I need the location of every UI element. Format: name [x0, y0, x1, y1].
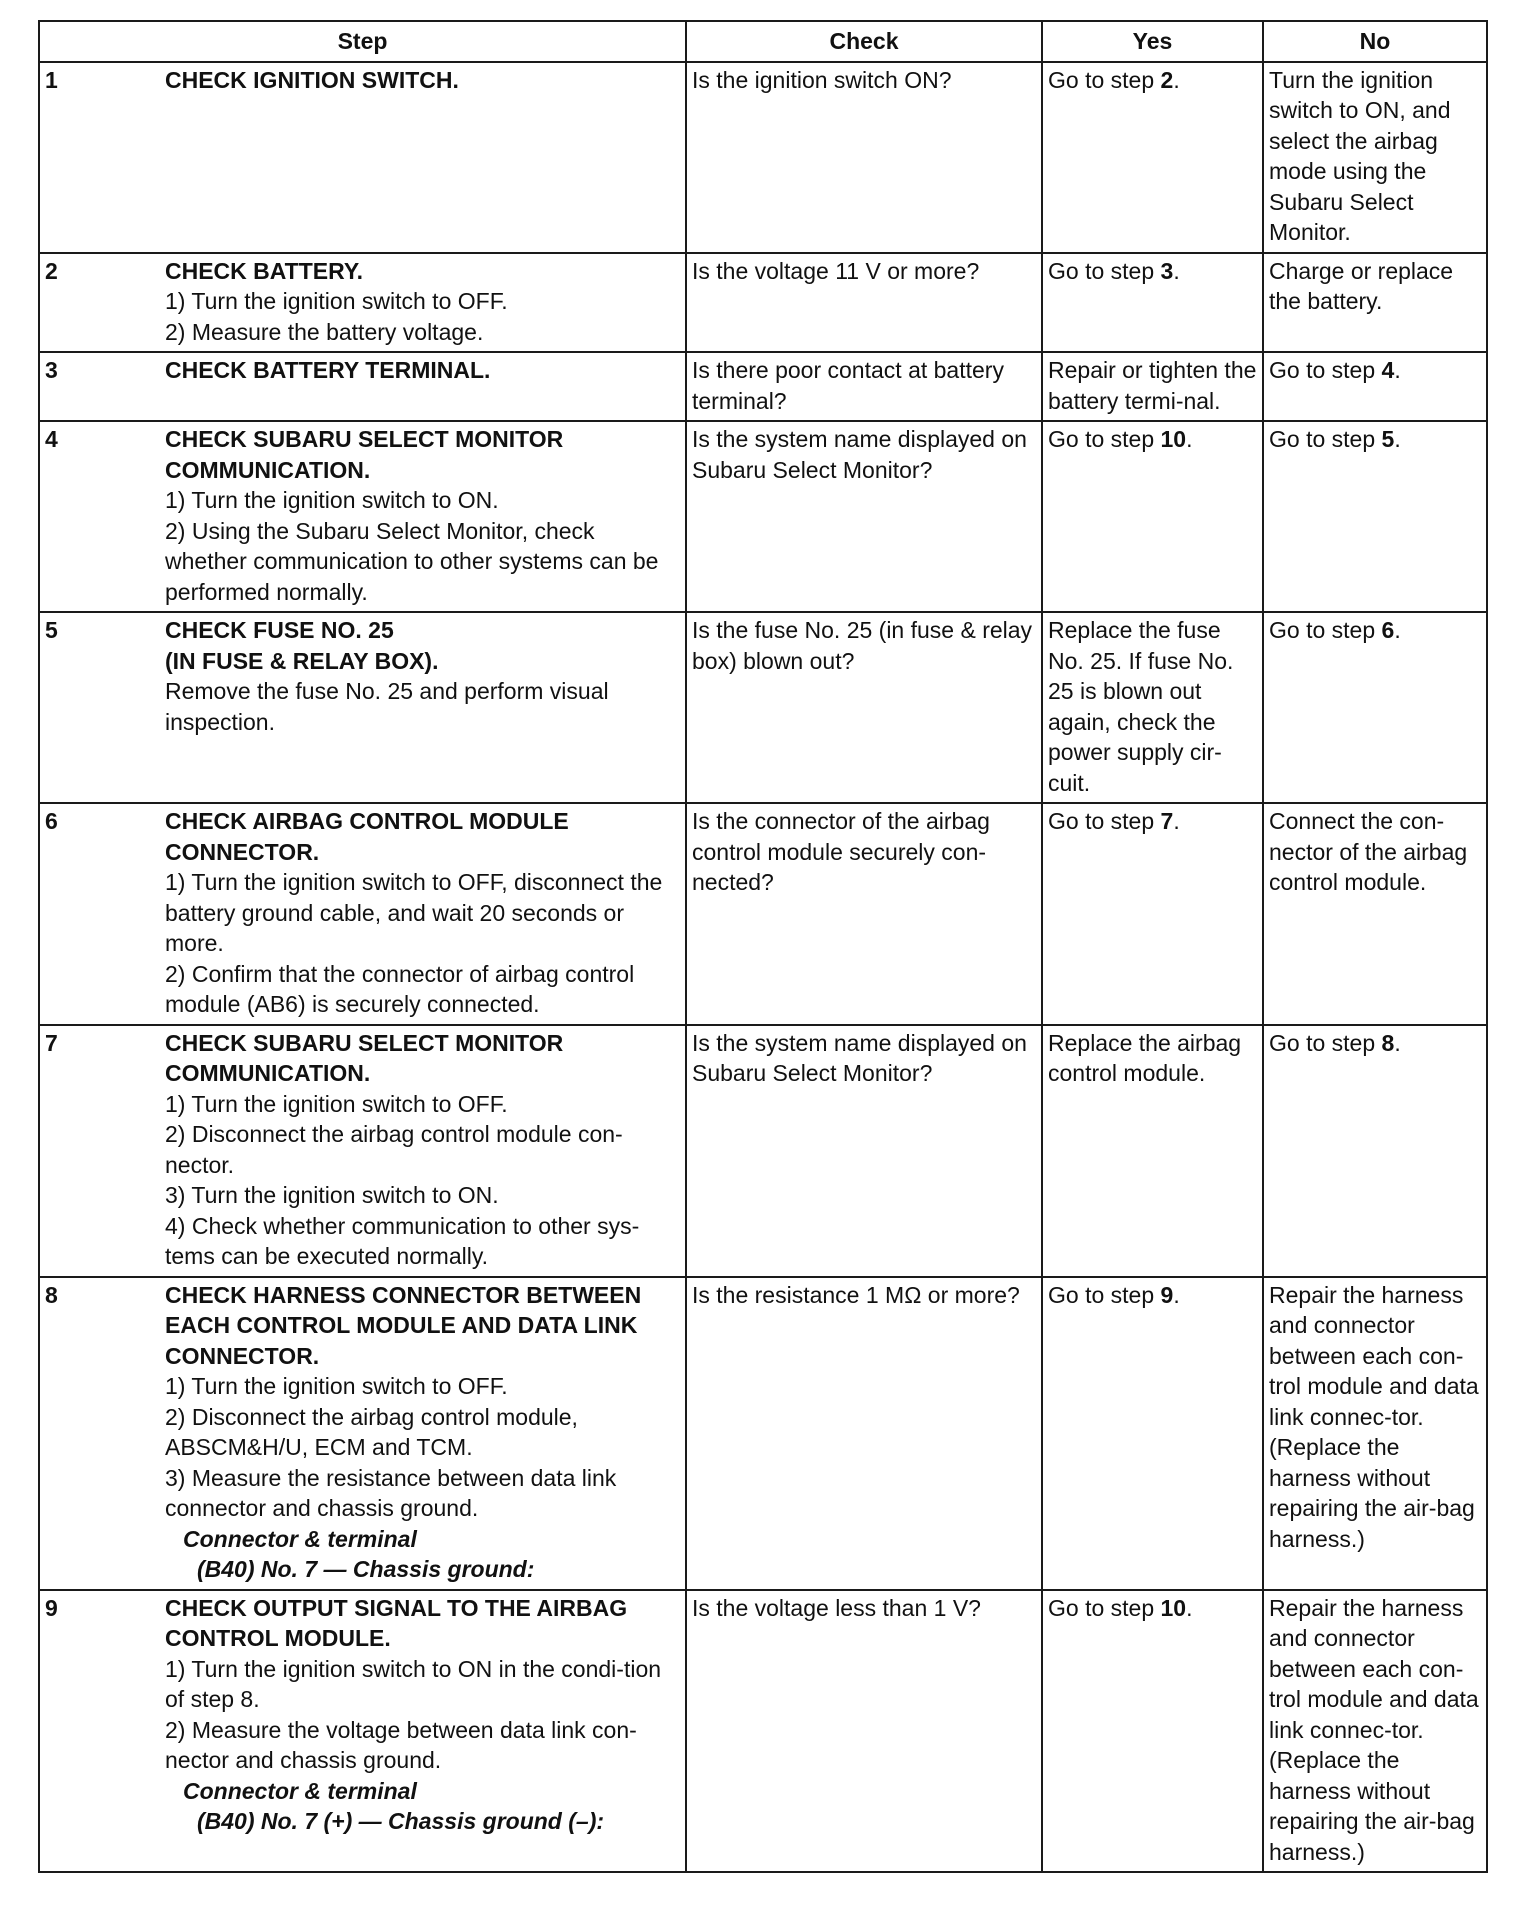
check-cell: Is the system name displayed on Subaru Select Monitor?	[686, 1025, 1042, 1277]
instruction-line: Remove the fuse No. 25 and perform visual inspection.	[165, 678, 609, 735]
table-row	[39, 1590, 1487, 1873]
table-row	[39, 803, 1487, 1025]
step-title	[165, 1028, 680, 1089]
check-cell: Is the system name displayed on Subaru Select Monitor?	[686, 421, 1042, 612]
instruction-line: 1) Turn the ignition switch to OFF.	[165, 288, 508, 314]
no-text: Repair the harness and connector between each con-trol module and data link connec-tor. (Replace the harness without repairing the air-bag harness.)	[1269, 1281, 1479, 1552]
no-cell	[1263, 253, 1487, 353]
step-number: 6	[45, 808, 58, 834]
no-text: Go to step	[1269, 426, 1382, 452]
instruction-line: 1) Turn the ignition switch to ON in the condi-tion of step 8.	[165, 1655, 662, 1712]
yes-text: Repair or tighten the battery termi-nal.	[1048, 357, 1257, 414]
step-body	[165, 1280, 680, 1585]
no-cell	[1263, 1277, 1487, 1590]
connector-label: Connector & terminal	[183, 1525, 417, 1552]
step-instructions	[165, 485, 680, 607]
step-title-line: CHECK BATTERY.	[165, 257, 364, 284]
step-title-line: CONNECTOR.	[165, 1342, 320, 1369]
step-title	[165, 1593, 680, 1654]
yes-cell	[1042, 612, 1263, 803]
no-cell	[1263, 62, 1487, 253]
connector-info: (B40) No. 7 — Chassis ground:	[197, 1556, 535, 1582]
step-number: 9	[45, 1594, 58, 1621]
yes-cell	[1042, 352, 1263, 421]
yes-cell	[1042, 62, 1263, 253]
step-instructions	[165, 1089, 680, 1272]
check-cell: Is the voltage less than 1 V?	[686, 1590, 1042, 1873]
no-suffix: .	[1394, 1029, 1401, 1056]
no-cell	[1263, 803, 1487, 1025]
yes-suffix: .	[1173, 66, 1180, 93]
check-cell: Is the ignition switch ON?	[686, 62, 1042, 253]
no-text: Charge or replace the battery.	[1269, 257, 1454, 314]
step-wrap	[45, 1593, 680, 1837]
yes-text: Go to step	[1048, 257, 1161, 284]
no-text: Go to step	[1269, 357, 1382, 383]
yes-suffix: .	[1173, 1281, 1180, 1308]
yes-step-number: 10	[1160, 1594, 1187, 1621]
no-cell	[1263, 1025, 1487, 1277]
no-step-number: 4	[1381, 357, 1395, 383]
step-title-line: CHECK BATTERY TERMINAL.	[165, 357, 491, 383]
step-title-line: (IN FUSE & RELAY BOX).	[165, 647, 439, 674]
yes-cell	[1042, 803, 1263, 1025]
step-wrap	[45, 615, 680, 737]
instruction-line: 2) Disconnect the airbag control module, ABSCM&H/U, ECM and TCM.	[165, 1403, 578, 1460]
step-wrap	[45, 1028, 680, 1272]
step-body	[165, 1593, 680, 1837]
step-wrap	[45, 65, 680, 96]
step-title	[165, 424, 680, 485]
step-title	[165, 355, 680, 386]
diagnostic-table	[38, 20, 1488, 1873]
yes-cell	[1042, 253, 1263, 353]
step-title-line: COMMUNICATION.	[165, 456, 371, 483]
no-suffix: .	[1394, 357, 1401, 383]
step-instructions	[165, 867, 680, 1020]
step-cell	[39, 1025, 686, 1277]
no-step-number: 5	[1381, 426, 1395, 452]
step-title-line: COMMUNICATION.	[165, 1060, 371, 1086]
step-title-line: CHECK AIRBAG CONTROL MODULE	[165, 808, 569, 834]
step-title-line: CHECK FUSE NO. 25	[165, 617, 394, 643]
step-wrap	[45, 1280, 680, 1585]
yes-cell	[1042, 1590, 1263, 1873]
yes-step-number: 7	[1160, 808, 1174, 834]
step-title-line: CHECK OUTPUT SIGNAL TO THE AIRBAG	[165, 1594, 628, 1621]
no-step-number: 6	[1381, 617, 1395, 643]
step-instructions	[165, 1371, 680, 1524]
header-row	[39, 21, 1487, 62]
no-text: Go to step	[1269, 617, 1382, 643]
step-cell	[39, 1590, 686, 1873]
no-text: Repair the harness and connector between each con-trol module and data link connec-tor. (Replace the harness without repairing the air-bag harness.)	[1269, 1594, 1479, 1865]
instruction-line: 2) Confirm that the connector of airbag control module (AB6) is securely connected.	[165, 960, 635, 1017]
step-body	[165, 256, 680, 348]
step-body	[165, 615, 680, 737]
yes-suffix: .	[1173, 257, 1180, 284]
step-title	[165, 65, 680, 96]
instruction-line: 1) Turn the ignition switch to ON.	[165, 487, 499, 513]
yes-suffix: .	[1186, 1594, 1193, 1621]
step-title-line: CHECK HARNESS CONNECTOR BETWEEN	[165, 1281, 642, 1308]
step-cell	[39, 352, 686, 421]
step-title-line: CHECK SUBARU SELECT MONITOR	[165, 1029, 564, 1056]
check-cell: Is the fuse No. 25 (in fuse & relay box) blown out?	[686, 612, 1042, 803]
check-cell: Is there poor contact at battery terminal?	[686, 352, 1042, 421]
step-instructions	[165, 1654, 680, 1776]
step-body	[165, 65, 680, 96]
step-body	[165, 806, 680, 1020]
yes-text: Replace the airbag control module.	[1048, 1029, 1242, 1086]
yes-text: Go to step	[1048, 1281, 1161, 1308]
yes-step-number: 10	[1160, 426, 1187, 452]
table-row	[39, 62, 1487, 253]
instruction-line: 1) Turn the ignition switch to OFF.	[165, 1373, 508, 1399]
instruction-line: 2) Measure the voltage between data link con-nector and chassis ground.	[165, 1716, 637, 1773]
check-cell: Is the voltage 11 V or more?	[686, 253, 1042, 353]
table-row	[39, 1025, 1487, 1277]
no-step-number: 8	[1381, 1029, 1395, 1056]
yes-text: Replace the fuse No. 25. If fuse No. 25 is blown out again, check the power supply cir-cuit.	[1048, 617, 1234, 796]
no-text: Connect the con-nector of the airbag control module.	[1269, 808, 1468, 895]
instruction-line: 2) Measure the battery voltage.	[165, 318, 484, 345]
step-cell	[39, 803, 686, 1025]
step-cell	[39, 612, 686, 803]
connector-info: (B40) No. 7 (+) — Chassis ground (–):	[197, 1808, 605, 1834]
instruction-line: 1) Turn the ignition switch to OFF, disconnect the battery ground cable, and wait 20 seconds or more.	[165, 869, 663, 956]
step-instructions	[165, 676, 680, 737]
step-title-line: EACH CONTROL MODULE AND DATA LINK	[165, 1312, 638, 1338]
yes-step-number: 3	[1160, 257, 1174, 284]
yes-suffix: .	[1173, 808, 1180, 834]
yes-cell	[1042, 1025, 1263, 1277]
yes-cell	[1042, 421, 1263, 612]
instruction-line: 3) Measure the resistance between data link connector and chassis ground.	[165, 1464, 617, 1521]
step-number: 7	[45, 1029, 58, 1056]
header-yes: Yes	[1042, 21, 1263, 62]
step-number: 5	[45, 617, 58, 643]
table-row	[39, 253, 1487, 353]
step-cell	[39, 62, 686, 253]
step-title-line: CHECK IGNITION SWITCH.	[165, 66, 459, 93]
step-wrap	[45, 424, 680, 607]
table-row	[39, 421, 1487, 612]
yes-text: Go to step	[1048, 1594, 1161, 1621]
instruction-line: 2) Using the Subaru Select Monitor, check whether communication to other systems can be performed normally.	[165, 517, 659, 605]
step-cell	[39, 1277, 686, 1590]
header-check: Check	[686, 21, 1042, 62]
no-cell	[1263, 421, 1487, 612]
step-wrap	[45, 806, 680, 1020]
step-body	[165, 424, 680, 607]
step-instructions	[165, 286, 680, 347]
step-cell	[39, 421, 686, 612]
table-row	[39, 1277, 1487, 1590]
step-number: 1	[45, 66, 58, 93]
instruction-line: 1) Turn the ignition switch to OFF.	[165, 1090, 508, 1117]
header-no: No	[1263, 21, 1487, 62]
step-title	[165, 1280, 680, 1372]
no-suffix: .	[1394, 426, 1401, 452]
check-cell: Is the connector of the airbag control module securely con-nected?	[686, 803, 1042, 1025]
step-wrap	[45, 355, 680, 386]
step-title	[165, 806, 680, 867]
no-cell	[1263, 612, 1487, 803]
step-number: 4	[45, 426, 58, 452]
header-step: Step	[39, 21, 686, 62]
yes-suffix: .	[1186, 426, 1193, 452]
table-header	[39, 21, 1487, 62]
no-text: Turn the ignition switch to ON, and select the airbag mode using the Subaru Select Monitor.	[1269, 66, 1451, 245]
no-cell	[1263, 1590, 1487, 1873]
instruction-line: 2) Disconnect the airbag control module con-nector.	[165, 1121, 623, 1178]
step-wrap	[45, 256, 680, 348]
step-cell	[39, 253, 686, 353]
yes-text: Go to step	[1048, 808, 1161, 834]
step-title-line: CHECK SUBARU SELECT MONITOR	[165, 426, 564, 452]
connector-label: Connector & terminal	[183, 1777, 417, 1804]
yes-step-number: 9	[1160, 1281, 1174, 1308]
step-title	[165, 615, 680, 676]
step-body	[165, 355, 680, 386]
no-cell	[1263, 352, 1487, 421]
step-body	[165, 1028, 680, 1272]
table-row	[39, 612, 1487, 803]
no-text: Go to step	[1269, 1029, 1382, 1056]
yes-text: Go to step	[1048, 66, 1161, 93]
yes-step-number: 2	[1160, 66, 1174, 93]
table-body	[39, 62, 1487, 1873]
step-title-line: CONNECTOR.	[165, 838, 320, 865]
step-number: 3	[45, 357, 58, 383]
check-cell: Is the resistance 1 MΩ or more?	[686, 1277, 1042, 1590]
table-row	[39, 352, 1487, 421]
instruction-line: 3) Turn the ignition switch to ON.	[165, 1182, 499, 1208]
no-suffix: .	[1394, 617, 1401, 643]
step-number: 2	[45, 257, 58, 284]
yes-cell	[1042, 1277, 1263, 1590]
step-number: 8	[45, 1281, 58, 1308]
step-title	[165, 256, 680, 287]
yes-text: Go to step	[1048, 426, 1161, 452]
instruction-line: 4) Check whether communication to other sys-tems can be executed normally.	[165, 1212, 640, 1269]
step-title-line: CONTROL MODULE.	[165, 1625, 391, 1651]
